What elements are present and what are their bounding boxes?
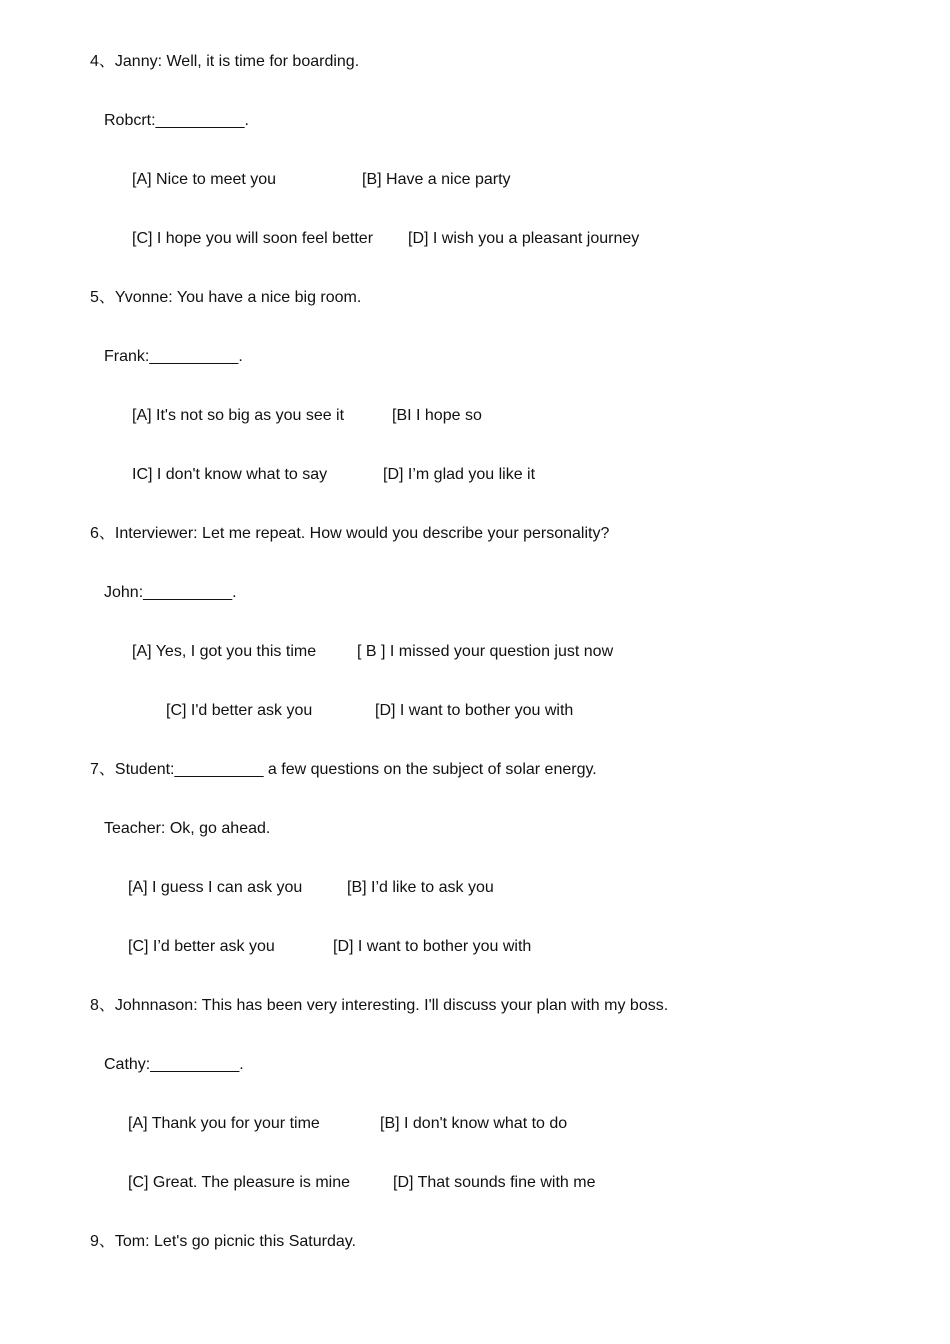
question-5-option-c: IC] I don't know what to say <box>132 466 328 483</box>
question-5-option-b: [BI I hope so <box>392 407 482 424</box>
question-7-option-a: [A] I guess I can ask you <box>128 879 303 896</box>
question-8-option-c: [C] Great. The pleasure is mine <box>128 1174 351 1191</box>
question-5-option-a: [A] It's not so big as you see it <box>132 407 345 424</box>
question-6-option-c: [C] I'd better ask you <box>166 702 313 719</box>
question-4-option-a: [A] Nice to meet you <box>132 171 277 188</box>
question-6-prompt: 6、Interviewer: Let me repeat. How would you describe your personality? <box>90 525 610 542</box>
question-7-prompt: 7、Student:__________ a few questions on the subject of solar energy. <box>90 761 597 778</box>
question-6-reply: John:__________. <box>104 584 237 601</box>
question-7-option-b: [B] I’d like to ask you <box>347 879 494 896</box>
question-5-prompt: 5、Yvonne: You have a nice big room. <box>90 289 362 306</box>
question-7-reply: Teacher: Ok, go ahead. <box>104 820 271 837</box>
question-5-reply: Frank:__________. <box>104 348 243 365</box>
question-9-prompt: 9、Tom: Let's go picnic this Saturday. <box>90 1233 356 1250</box>
question-4-prompt: 4、Janny: Well, it is time for boarding. <box>90 53 360 70</box>
question-6-option-b: [ B ] I missed your question just now <box>357 643 614 660</box>
question-4-option-b: [B] Have a nice party <box>362 171 511 188</box>
question-7-option-d: [D] I want to bother you with <box>333 938 532 955</box>
question-8-reply: Cathy:__________. <box>104 1056 244 1073</box>
question-4-reply: Robcrt:__________. <box>104 112 249 129</box>
question-4-option-d: [D] I wish you a pleasant journey <box>408 230 640 247</box>
question-8-option-b: [B] I don't know what to do <box>380 1115 568 1132</box>
question-7-option-c: [C] I’d better ask you <box>128 938 275 955</box>
question-4-option-c: [C] I hope you will soon feel better <box>132 230 374 247</box>
question-8-option-a: [A] Thank you for your time <box>128 1115 320 1132</box>
question-6-option-d: [D] I want to bother you with <box>375 702 574 719</box>
question-6-option-a: [A] Yes, I got you this time <box>132 643 317 660</box>
question-8-option-d: [D] That sounds fine with me <box>393 1174 596 1191</box>
question-5-option-d: [D] I’m glad you like it <box>383 466 536 483</box>
question-8-prompt: 8、Johnnason: This has been very interesting. I'll discuss your plan with my boss. <box>90 997 669 1014</box>
